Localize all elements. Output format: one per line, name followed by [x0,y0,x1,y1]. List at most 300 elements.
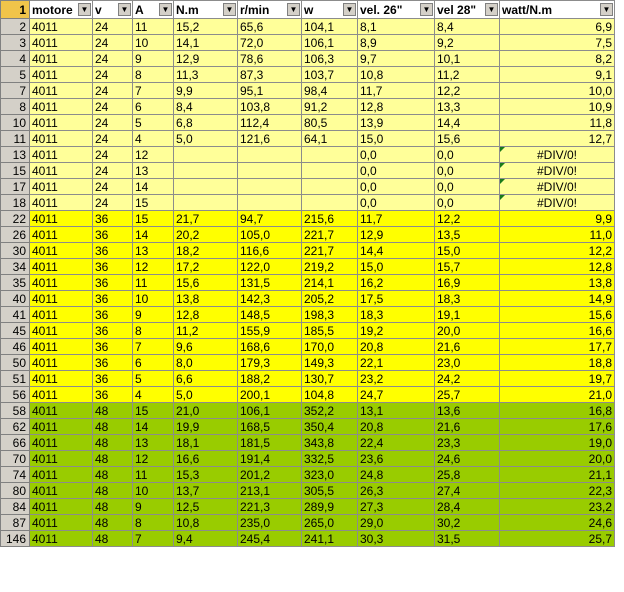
cell-nm[interactable] [174,147,238,163]
cell-rmin[interactable] [238,163,302,179]
cell-v[interactable]: 24 [93,35,133,51]
cell-vel26[interactable]: 20,8 [358,419,435,435]
cell-motore[interactable]: 4011 [30,355,93,371]
cell-vel26[interactable]: 26,3 [358,483,435,499]
cell-motore[interactable]: 4011 [30,307,93,323]
cell-vel28[interactable]: 31,5 [435,531,500,547]
cell-vel26[interactable]: 23,2 [358,371,435,387]
cell-w[interactable]: 352,2 [302,403,358,419]
cell-rmin[interactable] [238,147,302,163]
cell-v[interactable]: 24 [93,19,133,35]
cell-a[interactable]: 12 [133,147,174,163]
cell-nm[interactable]: 9,4 [174,531,238,547]
cell-rmin[interactable]: 148,5 [238,307,302,323]
cell-vel28[interactable]: 0,0 [435,195,500,211]
cell-w[interactable]: 185,5 [302,323,358,339]
row-number[interactable]: 10 [1,115,30,131]
cell-a[interactable]: 7 [133,83,174,99]
cell-nm[interactable]: 17,2 [174,259,238,275]
cell-watt-nm[interactable]: 12,8 [500,259,615,275]
row-number[interactable]: 58 [1,403,30,419]
cell-watt-nm[interactable]: 14,9 [500,291,615,307]
cell-a[interactable]: 10 [133,291,174,307]
cell-vel28[interactable]: 21,6 [435,419,500,435]
cell-vel26[interactable]: 9,7 [358,51,435,67]
row-number[interactable]: 3 [1,35,30,51]
cell-w[interactable]: 215,6 [302,211,358,227]
cell-nm[interactable]: 21,0 [174,403,238,419]
cell-w[interactable]: 350,4 [302,419,358,435]
cell-vel28[interactable]: 15,7 [435,259,500,275]
cell-v[interactable]: 36 [93,227,133,243]
cell-v[interactable]: 24 [93,147,133,163]
cell-watt-nm[interactable]: #DIV/0! [500,179,615,195]
cell-rmin[interactable]: 121,6 [238,131,302,147]
cell-rmin[interactable]: 87,3 [238,67,302,83]
column-header-w[interactable] [302,1,358,19]
filter-dropdown-button[interactable] [287,3,300,16]
cell-motore[interactable]: 4011 [30,67,93,83]
cell-a[interactable]: 10 [133,483,174,499]
cell-vel26[interactable]: 17,5 [358,291,435,307]
cell-v[interactable]: 36 [93,323,133,339]
cell-v[interactable]: 24 [93,115,133,131]
cell-v[interactable]: 48 [93,499,133,515]
cell-nm[interactable]: 21,7 [174,211,238,227]
row-number[interactable]: 87 [1,515,30,531]
row-number[interactable]: 146 [1,531,30,547]
cell-nm[interactable] [174,179,238,195]
cell-v[interactable]: 48 [93,419,133,435]
cell-vel26[interactable]: 24,7 [358,387,435,403]
cell-watt-nm[interactable]: 19,7 [500,371,615,387]
cell-v[interactable]: 36 [93,339,133,355]
cell-a[interactable]: 11 [133,19,174,35]
row-number[interactable]: 11 [1,131,30,147]
cell-a[interactable]: 9 [133,499,174,515]
cell-w[interactable]: 265,0 [302,515,358,531]
cell-watt-nm[interactable]: 9,1 [500,67,615,83]
cell-vel28[interactable]: 8,4 [435,19,500,35]
cell-v[interactable]: 24 [93,99,133,115]
cell-a[interactable]: 15 [133,403,174,419]
cell-rmin[interactable]: 72,0 [238,35,302,51]
cell-a[interactable]: 15 [133,211,174,227]
cell-a[interactable]: 12 [133,259,174,275]
cell-motore[interactable]: 4011 [30,163,93,179]
cell-rmin[interactable]: 65,6 [238,19,302,35]
cell-rmin[interactable]: 200,1 [238,387,302,403]
filter-dropdown-button[interactable] [600,3,613,16]
cell-v[interactable]: 24 [93,179,133,195]
row-number[interactable]: 74 [1,467,30,483]
cell-nm[interactable]: 15,6 [174,275,238,291]
cell-w[interactable]: 64,1 [302,131,358,147]
row-number-header[interactable]: 1 [1,1,30,19]
cell-vel28[interactable]: 15,0 [435,243,500,259]
cell-vel26[interactable]: 8,9 [358,35,435,51]
cell-rmin[interactable]: 105,0 [238,227,302,243]
cell-w[interactable]: 149,3 [302,355,358,371]
cell-nm[interactable]: 14,1 [174,35,238,51]
cell-nm[interactable]: 15,3 [174,467,238,483]
cell-rmin[interactable]: 235,0 [238,515,302,531]
cell-motore[interactable]: 4011 [30,179,93,195]
cell-vel28[interactable]: 24,2 [435,371,500,387]
cell-v[interactable]: 48 [93,483,133,499]
cell-nm[interactable]: 9,9 [174,83,238,99]
cell-a[interactable]: 14 [133,419,174,435]
cell-w[interactable] [302,195,358,211]
cell-motore[interactable]: 4011 [30,499,93,515]
cell-nm[interactable] [174,195,238,211]
cell-v[interactable]: 36 [93,355,133,371]
cell-motore[interactable]: 4011 [30,131,93,147]
cell-nm[interactable]: 12,5 [174,499,238,515]
cell-watt-nm[interactable]: 21,1 [500,467,615,483]
cell-motore[interactable]: 4011 [30,483,93,499]
cell-nm[interactable]: 12,8 [174,307,238,323]
cell-w[interactable] [302,179,358,195]
cell-vel28[interactable]: 23,0 [435,355,500,371]
column-header-rmin[interactable] [238,1,302,19]
cell-rmin[interactable]: 221,3 [238,499,302,515]
cell-w[interactable]: 106,1 [302,35,358,51]
cell-watt-nm[interactable]: 10,0 [500,83,615,99]
cell-rmin[interactable]: 94,7 [238,211,302,227]
cell-w[interactable]: 241,1 [302,531,358,547]
cell-motore[interactable]: 4011 [30,259,93,275]
filter-dropdown-button[interactable] [118,3,131,16]
cell-watt-nm[interactable]: 21,0 [500,387,615,403]
cell-vel28[interactable]: 11,2 [435,67,500,83]
cell-rmin[interactable]: 201,2 [238,467,302,483]
cell-motore[interactable]: 4011 [30,227,93,243]
cell-w[interactable]: 198,3 [302,307,358,323]
cell-rmin[interactable]: 213,1 [238,483,302,499]
cell-a[interactable]: 11 [133,275,174,291]
cell-v[interactable]: 24 [93,131,133,147]
cell-a[interactable]: 9 [133,51,174,67]
cell-nm[interactable]: 11,2 [174,323,238,339]
cell-rmin[interactable]: 179,3 [238,355,302,371]
cell-a[interactable]: 14 [133,227,174,243]
column-header-v[interactable] [93,1,133,19]
cell-rmin[interactable]: 122,0 [238,259,302,275]
cell-w[interactable]: 104,1 [302,19,358,35]
cell-vel26[interactable]: 0,0 [358,179,435,195]
cell-rmin[interactable]: 78,6 [238,51,302,67]
cell-a[interactable]: 4 [133,387,174,403]
cell-v[interactable]: 36 [93,291,133,307]
cell-watt-nm[interactable]: 8,2 [500,51,615,67]
cell-w[interactable]: 214,1 [302,275,358,291]
cell-vel26[interactable]: 20,8 [358,339,435,355]
column-header-motore[interactable] [30,1,93,19]
cell-watt-nm[interactable]: 10,9 [500,99,615,115]
cell-vel28[interactable]: 27,4 [435,483,500,499]
column-header-a[interactable] [133,1,174,19]
cell-rmin[interactable]: 95,1 [238,83,302,99]
cell-vel28[interactable]: 25,8 [435,467,500,483]
cell-motore[interactable]: 4011 [30,339,93,355]
cell-motore[interactable]: 4011 [30,291,93,307]
cell-watt-nm[interactable]: 7,5 [500,35,615,51]
cell-watt-nm[interactable]: 12,2 [500,243,615,259]
cell-watt-nm[interactable]: 15,6 [500,307,615,323]
cell-vel28[interactable]: 10,1 [435,51,500,67]
row-number[interactable]: 30 [1,243,30,259]
cell-vel26[interactable]: 19,2 [358,323,435,339]
cell-nm[interactable]: 18,1 [174,435,238,451]
row-number[interactable]: 5 [1,67,30,83]
row-number[interactable]: 56 [1,387,30,403]
cell-a[interactable]: 5 [133,371,174,387]
cell-w[interactable]: 305,5 [302,483,358,499]
cell-watt-nm[interactable]: 12,7 [500,131,615,147]
cell-v[interactable]: 36 [93,275,133,291]
cell-vel28[interactable]: 0,0 [435,179,500,195]
cell-watt-nm[interactable]: 18,8 [500,355,615,371]
row-number[interactable]: 34 [1,259,30,275]
cell-vel28[interactable]: 9,2 [435,35,500,51]
cell-v[interactable]: 48 [93,435,133,451]
column-header-vel28[interactable] [435,1,500,19]
cell-vel26[interactable]: 27,3 [358,499,435,515]
cell-w[interactable]: 80,5 [302,115,358,131]
cell-vel26[interactable]: 11,7 [358,211,435,227]
cell-v[interactable]: 24 [93,51,133,67]
cell-v[interactable]: 24 [93,67,133,83]
column-header-watt-nm[interactable] [500,1,615,19]
cell-vel26[interactable]: 0,0 [358,195,435,211]
cell-w[interactable] [302,147,358,163]
cell-v[interactable]: 48 [93,531,133,547]
cell-watt-nm[interactable]: 23,2 [500,499,615,515]
row-number[interactable]: 50 [1,355,30,371]
cell-w[interactable]: 170,0 [302,339,358,355]
cell-vel26[interactable]: 13,1 [358,403,435,419]
cell-w[interactable] [302,163,358,179]
cell-v[interactable]: 36 [93,259,133,275]
cell-motore[interactable]: 4011 [30,467,93,483]
cell-nm[interactable]: 13,7 [174,483,238,499]
cell-a[interactable]: 8 [133,515,174,531]
cell-motore[interactable]: 4011 [30,275,93,291]
cell-watt-nm[interactable]: 20,0 [500,451,615,467]
filter-dropdown-button[interactable] [420,3,433,16]
cell-rmin[interactable]: 245,4 [238,531,302,547]
cell-vel28[interactable]: 24,6 [435,451,500,467]
cell-vel26[interactable]: 0,0 [358,163,435,179]
cell-w[interactable]: 221,7 [302,243,358,259]
cell-a[interactable]: 13 [133,435,174,451]
cell-motore[interactable]: 4011 [30,211,93,227]
cell-rmin[interactable] [238,179,302,195]
cell-nm[interactable]: 18,2 [174,243,238,259]
cell-nm[interactable]: 16,6 [174,451,238,467]
cell-watt-nm[interactable]: 17,7 [500,339,615,355]
cell-vel26[interactable]: 18,3 [358,307,435,323]
cell-vel26[interactable]: 15,0 [358,131,435,147]
cell-rmin[interactable]: 142,3 [238,291,302,307]
cell-rmin[interactable]: 168,5 [238,419,302,435]
row-number[interactable]: 15 [1,163,30,179]
cell-watt-nm[interactable]: 11,8 [500,115,615,131]
cell-v[interactable]: 24 [93,83,133,99]
cell-vel28[interactable]: 18,3 [435,291,500,307]
row-number[interactable]: 4 [1,51,30,67]
cell-motore[interactable]: 4011 [30,531,93,547]
cell-a[interactable]: 7 [133,531,174,547]
cell-nm[interactable]: 9,6 [174,339,238,355]
cell-a[interactable]: 6 [133,99,174,115]
cell-rmin[interactable] [238,195,302,211]
cell-vel28[interactable]: 23,3 [435,435,500,451]
filter-dropdown-button[interactable] [223,3,236,16]
row-number[interactable]: 66 [1,435,30,451]
cell-nm[interactable]: 10,8 [174,515,238,531]
cell-v[interactable]: 24 [93,195,133,211]
cell-v[interactable]: 36 [93,371,133,387]
cell-motore[interactable]: 4011 [30,451,93,467]
cell-w[interactable]: 91,2 [302,99,358,115]
cell-v[interactable]: 36 [93,243,133,259]
cell-rmin[interactable]: 155,9 [238,323,302,339]
cell-vel28[interactable]: 0,0 [435,163,500,179]
cell-w[interactable]: 98,4 [302,83,358,99]
row-number[interactable]: 26 [1,227,30,243]
cell-nm[interactable]: 11,3 [174,67,238,83]
cell-w[interactable]: 205,2 [302,291,358,307]
cell-motore[interactable]: 4011 [30,35,93,51]
cell-motore[interactable]: 4011 [30,387,93,403]
cell-rmin[interactable]: 188,2 [238,371,302,387]
cell-a[interactable]: 10 [133,35,174,51]
cell-nm[interactable]: 5,0 [174,387,238,403]
cell-vel26[interactable]: 30,3 [358,531,435,547]
row-number[interactable]: 41 [1,307,30,323]
filter-dropdown-button[interactable] [485,3,498,16]
row-number[interactable]: 7 [1,83,30,99]
row-number[interactable]: 84 [1,499,30,515]
cell-a[interactable]: 12 [133,451,174,467]
cell-nm[interactable] [174,163,238,179]
cell-watt-nm[interactable]: 25,7 [500,531,615,547]
cell-w[interactable]: 130,7 [302,371,358,387]
cell-v[interactable]: 36 [93,211,133,227]
row-number[interactable]: 45 [1,323,30,339]
row-number[interactable]: 18 [1,195,30,211]
cell-nm[interactable]: 19,9 [174,419,238,435]
cell-rmin[interactable]: 181,5 [238,435,302,451]
column-header-nm[interactable] [174,1,238,19]
cell-motore[interactable]: 4011 [30,115,93,131]
cell-vel26[interactable]: 13,9 [358,115,435,131]
cell-motore[interactable]: 4011 [30,195,93,211]
cell-rmin[interactable]: 106,1 [238,403,302,419]
cell-watt-nm[interactable]: 13,8 [500,275,615,291]
cell-a[interactable]: 5 [133,115,174,131]
cell-watt-nm[interactable]: 6,9 [500,19,615,35]
cell-w[interactable]: 332,5 [302,451,358,467]
cell-motore[interactable]: 4011 [30,51,93,67]
column-header-vel26[interactable] [358,1,435,19]
row-number[interactable]: 17 [1,179,30,195]
cell-rmin[interactable]: 168,6 [238,339,302,355]
cell-motore[interactable]: 4011 [30,243,93,259]
cell-rmin[interactable]: 116,6 [238,243,302,259]
cell-vel28[interactable]: 13,6 [435,403,500,419]
cell-watt-nm[interactable]: 22,3 [500,483,615,499]
cell-motore[interactable]: 4011 [30,147,93,163]
cell-a[interactable]: 7 [133,339,174,355]
cell-vel26[interactable]: 12,9 [358,227,435,243]
cell-vel28[interactable]: 13,3 [435,99,500,115]
cell-rmin[interactable]: 191,4 [238,451,302,467]
row-number[interactable]: 62 [1,419,30,435]
cell-a[interactable]: 13 [133,243,174,259]
cell-watt-nm[interactable]: #DIV/0! [500,195,615,211]
row-number[interactable]: 40 [1,291,30,307]
cell-v[interactable]: 48 [93,451,133,467]
cell-vel26[interactable]: 8,1 [358,19,435,35]
cell-watt-nm[interactable]: 19,0 [500,435,615,451]
row-number[interactable]: 46 [1,339,30,355]
cell-motore[interactable]: 4011 [30,99,93,115]
cell-vel28[interactable]: 19,1 [435,307,500,323]
cell-vel28[interactable]: 21,6 [435,339,500,355]
cell-nm[interactable]: 5,0 [174,131,238,147]
cell-motore[interactable]: 4011 [30,515,93,531]
cell-vel26[interactable]: 24,8 [358,467,435,483]
cell-vel28[interactable]: 25,7 [435,387,500,403]
cell-vel28[interactable]: 12,2 [435,211,500,227]
cell-watt-nm[interactable]: 17,6 [500,419,615,435]
row-number[interactable]: 80 [1,483,30,499]
cell-vel26[interactable]: 15,0 [358,259,435,275]
cell-a[interactable]: 13 [133,163,174,179]
cell-w[interactable]: 289,9 [302,499,358,515]
filter-dropdown-button[interactable] [343,3,356,16]
cell-vel26[interactable]: 22,1 [358,355,435,371]
cell-watt-nm[interactable]: 16,6 [500,323,615,339]
row-number[interactable]: 70 [1,451,30,467]
cell-vel26[interactable]: 23,6 [358,451,435,467]
row-number[interactable]: 51 [1,371,30,387]
cell-watt-nm[interactable]: 16,8 [500,403,615,419]
cell-v[interactable]: 48 [93,467,133,483]
cell-vel26[interactable]: 22,4 [358,435,435,451]
row-number[interactable]: 13 [1,147,30,163]
cell-watt-nm[interactable]: #DIV/0! [500,147,615,163]
cell-a[interactable]: 9 [133,307,174,323]
cell-vel26[interactable]: 11,7 [358,83,435,99]
cell-w[interactable]: 323,0 [302,467,358,483]
filter-dropdown-button[interactable] [78,3,91,16]
cell-w[interactable]: 106,3 [302,51,358,67]
cell-vel28[interactable]: 14,4 [435,115,500,131]
cell-v[interactable]: 48 [93,515,133,531]
cell-nm[interactable]: 13,8 [174,291,238,307]
cell-rmin[interactable]: 131,5 [238,275,302,291]
cell-w[interactable]: 103,7 [302,67,358,83]
row-number[interactable]: 22 [1,211,30,227]
cell-w[interactable]: 104,8 [302,387,358,403]
cell-v[interactable]: 36 [93,307,133,323]
cell-vel26[interactable]: 10,8 [358,67,435,83]
row-number[interactable]: 2 [1,19,30,35]
